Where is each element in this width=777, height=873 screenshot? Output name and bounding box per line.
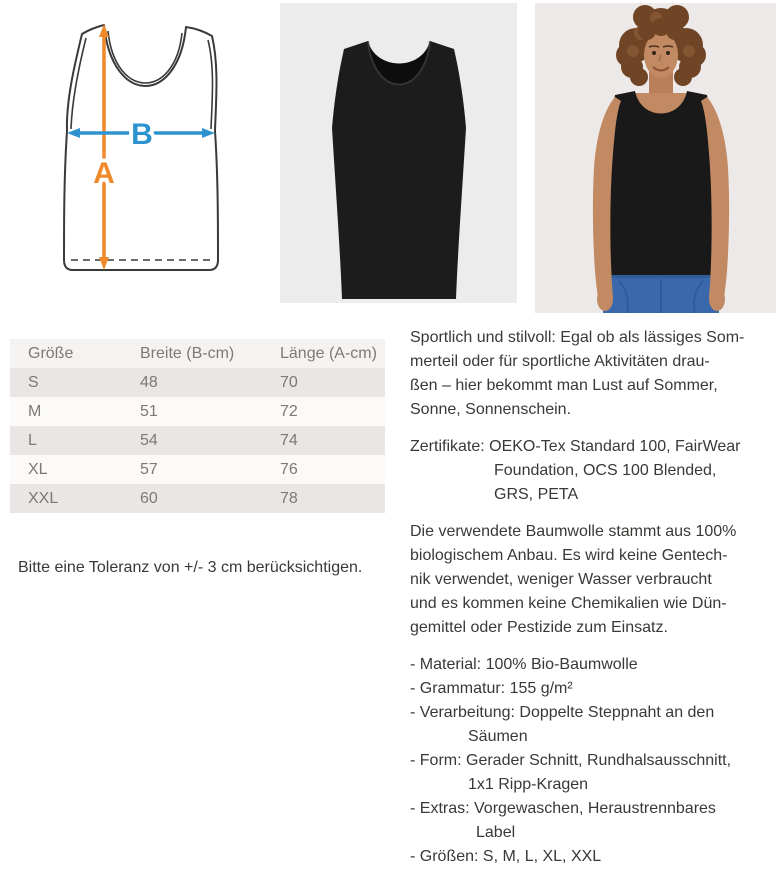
black-tank-top (603, 91, 719, 275)
text-line: merteil oder für sportliche Aktivitäten drau- (410, 353, 710, 370)
label-b: B (131, 118, 153, 151)
certificates-paragraph (410, 435, 777, 507)
col-header-size: Größe (28, 344, 74, 362)
intro-paragraph (410, 326, 777, 422)
text-line: Die verwendete Baumwolle stammt aus 100% (410, 523, 737, 540)
detail-item: - Form: Gerader Schnitt, Rundhalsausschnitt, (410, 752, 732, 769)
flat-photo-svg (280, 3, 517, 303)
cell-size: XXL (28, 489, 59, 507)
text-line: GRS, PETA (494, 486, 579, 503)
model-photo-svg (535, 3, 776, 313)
detail-item: - Größen: S, M, L, XL, XXL (410, 848, 602, 865)
cell-width: 48 (140, 373, 158, 391)
detail-item: - Verarbeitung: Doppelte Steppnaht an den (410, 704, 715, 721)
label-a: A (93, 157, 115, 190)
cell-length: 74 (280, 431, 298, 449)
size-table (10, 339, 385, 513)
table-row (10, 455, 385, 484)
detail-item: - Material: 100% Bio-Baumwolle (410, 656, 638, 673)
left-hand (597, 287, 613, 311)
cell-width: 60 (140, 489, 158, 507)
detail-item-continuation: Säumen (468, 728, 528, 745)
text-line: gemittel oder Pestizide zum Einsatz. (410, 619, 668, 636)
size-diagram-svg (30, 8, 260, 308)
cell-width: 51 (140, 402, 158, 420)
col-header-length: Länge (A-cm) (280, 344, 377, 362)
cell-width: 57 (140, 460, 158, 478)
cell-length: 72 (280, 402, 298, 420)
text-line: und es kommen keine Chemikalien wie Dün- (410, 595, 727, 612)
product-description (410, 326, 777, 869)
text-line: Foundation, OCS 100 Blended, (494, 462, 717, 479)
detail-item-continuation: 1x1 Ripp-Kragen (468, 776, 589, 793)
detail-item: - Extras: Vorgewaschen, Heraustrennbares (410, 800, 716, 817)
table-row (10, 368, 385, 397)
product-photo-model[interactable] (535, 3, 776, 313)
text-line: Sportlich und stilvoll: Egal ob als lässiges Som- (410, 329, 745, 346)
text-line: Zertifikate: OEKO-Tex Standard 100, FairWear (410, 438, 741, 455)
cell-size: M (28, 402, 42, 420)
product-photo-flat[interactable] (280, 3, 517, 303)
cell-length: 70 (280, 373, 298, 391)
details-list (410, 653, 777, 869)
right-hand (709, 287, 725, 311)
cell-size: XL (28, 460, 48, 478)
table-row (10, 484, 385, 513)
detail-item-continuation: Label (476, 824, 516, 841)
table-row (10, 426, 385, 455)
text-line: nik verwendet, weniger Wasser verbraucht (410, 571, 712, 588)
text-line: biologischem Anbau. Es wird keine Gentech- (410, 547, 728, 564)
detail-item: - Grammatur: 155 g/m² (410, 680, 573, 697)
size-table-header-row (10, 339, 385, 368)
cotton-paragraph (410, 520, 777, 640)
cell-size: S (28, 373, 39, 391)
cell-size: L (28, 431, 37, 449)
col-header-width: Breite (B-cm) (140, 344, 235, 362)
text-line: Sonne, Sonnenschein. (410, 401, 572, 418)
table-row (10, 397, 385, 426)
size-diagram-image[interactable] (30, 8, 260, 308)
cell-length: 76 (280, 460, 298, 478)
tolerance-note: Bitte eine Toleranz von +/- 3 cm berücksichtigen. (18, 559, 363, 576)
cell-length: 78 (280, 489, 298, 507)
text-line: ßen – hier bekommt man Lust auf Sommer, (410, 377, 718, 394)
cell-width: 54 (140, 431, 158, 449)
